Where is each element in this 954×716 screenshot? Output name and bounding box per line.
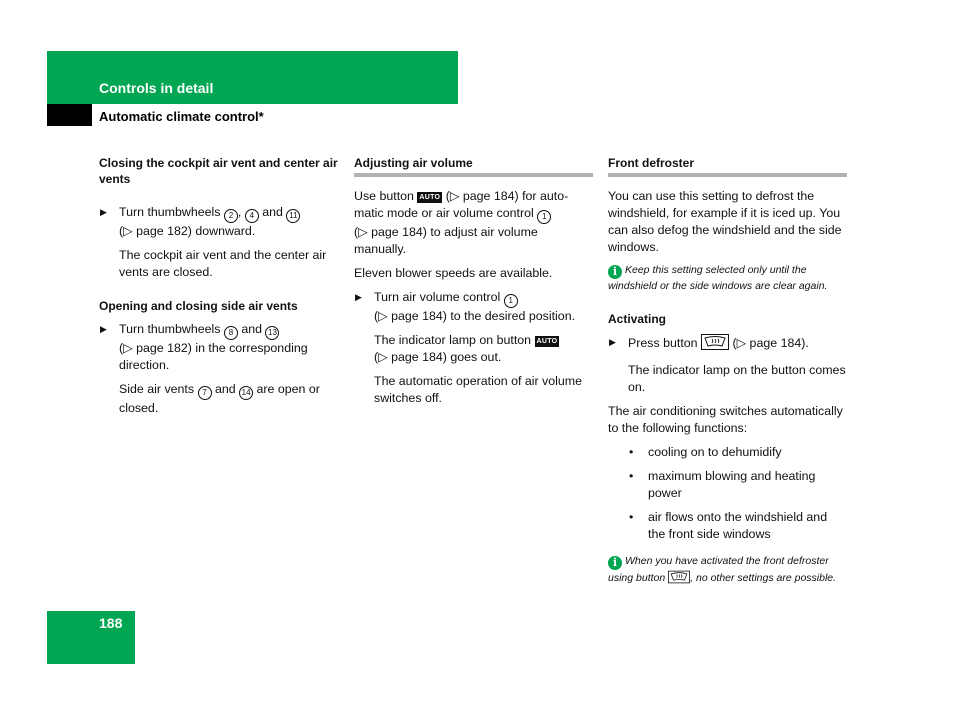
callout-number: 14 xyxy=(239,386,253,400)
column-front-defroster xyxy=(608,155,847,596)
auto-button-icon: AUTO xyxy=(419,194,441,201)
column-vents xyxy=(99,155,338,424)
windshield-defroster-icon xyxy=(701,334,729,355)
heading-side-vents: Opening and closing side air vents xyxy=(99,299,298,313)
step-arrow-icon: ▶ xyxy=(100,207,107,217)
section-title: Controls in detail xyxy=(99,80,214,96)
heading-air-volume: Adjusting air volume xyxy=(354,155,593,177)
result-text: The indicator lamp on button AUTO (▷ page 184) goes out. xyxy=(374,333,558,364)
auto-button-icon: AUTO xyxy=(536,338,558,345)
callout-number: 8 xyxy=(224,326,238,340)
callout-number: 1 xyxy=(504,294,518,308)
result-text: The indicator lamp on the button comes on. xyxy=(628,363,846,394)
list-item: • air flows onto the windshield and the front side windows xyxy=(629,510,828,541)
instruction-step: ▶ Turn air volume control 1 (▷ page 184) to the desired position. xyxy=(355,290,576,323)
info-icon: i xyxy=(608,265,622,279)
callout-number: 1 xyxy=(537,210,551,224)
callout-number: 4 xyxy=(245,209,259,223)
functions-intro: The air conditioning switches automatically to the following functions: xyxy=(608,404,843,435)
info-note: i When you have activated the front defroster using button , no other settings are possible. xyxy=(608,554,847,589)
step-arrow-icon: ▶ xyxy=(609,337,616,347)
step-arrow-icon: ▶ xyxy=(355,292,362,302)
windshield-defroster-icon xyxy=(668,570,690,589)
instruction-step: ▶ Turn thumbwheels 8 and 13 (▷ page 182) in the corresponding direction. xyxy=(100,322,308,372)
heading-front-defroster: Front defroster xyxy=(608,155,847,177)
page-number: 188 xyxy=(99,615,123,631)
heading-closing-vents: Closing the cockpit air vent and center air vents xyxy=(99,156,338,186)
subsection-marker xyxy=(47,104,92,126)
intro-text: Use button AUTO (▷ page 184) for auto-matic mode or air volume control 1 (▷ page 184) to adjust air volume manually. xyxy=(354,189,569,256)
intro-text: You can use this setting to defrost the windshield, for example if it is iced up. You can also defog the windshield and the side windows. xyxy=(608,189,842,254)
list-item: • cooling on to dehumidify xyxy=(629,445,782,459)
info-note: i Keep this setting selected only until the windshield or the side windows are clear again. xyxy=(608,264,828,292)
callout-number: 11 xyxy=(286,209,300,223)
speeds-text: Eleven blower speeds are available. xyxy=(354,266,553,280)
result-text: Side air vents 7 and 14 are open or closed. xyxy=(119,382,320,415)
step-arrow-icon: ▶ xyxy=(100,324,107,334)
info-icon: i xyxy=(608,556,622,570)
heading-activating: Activating xyxy=(608,312,667,326)
callout-number: 2 xyxy=(224,209,238,223)
callout-number: 13 xyxy=(265,326,279,340)
list-item: • maximum blowing and heating power xyxy=(629,469,816,500)
instruction-step: ▶ Turn thumbwheels 2 , 4 and 11 (▷ page 182) downward. xyxy=(99,204,338,240)
instruction-step: ▶ Press button (▷ page 184). xyxy=(608,334,847,355)
subsection-title: Automatic climate control* xyxy=(99,109,264,124)
callout-number: 7 xyxy=(198,386,212,400)
column-air-volume xyxy=(354,155,593,414)
result-text: The automatic operation of air volume switches off. xyxy=(374,374,582,405)
result-text: The cockpit air vent and the center air vents are closed. xyxy=(119,248,327,279)
